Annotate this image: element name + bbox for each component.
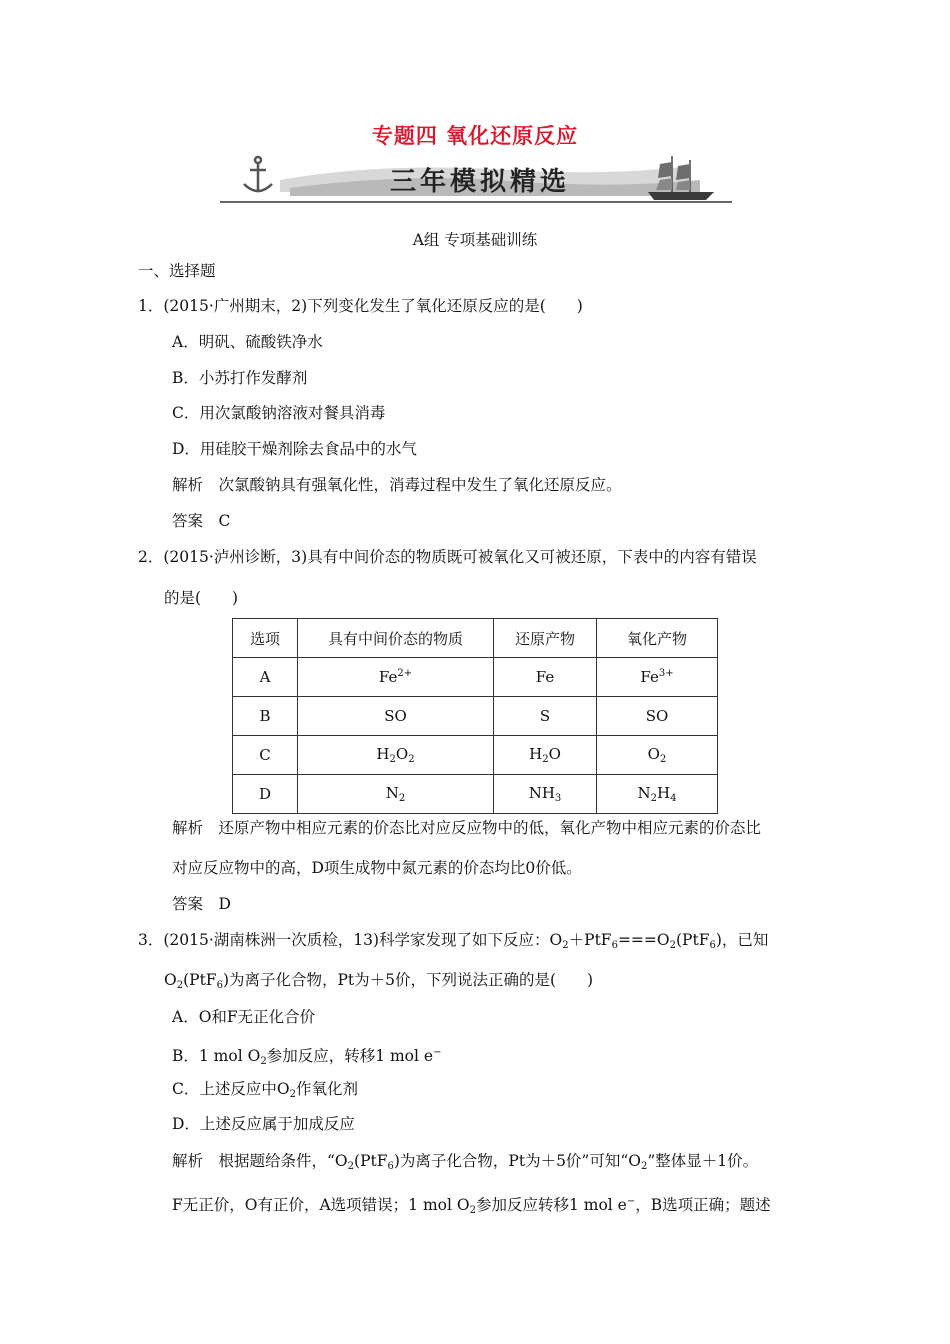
table-header: 选项 — [233, 619, 298, 658]
table-cell: B — [233, 697, 298, 736]
q1-option-c: C．用次氯酸钠溶液对餐具消毒 — [172, 404, 386, 422]
table-header: 还原产物 — [494, 619, 597, 658]
q2-analysis-line1: 解析 还原产物中相应元素的价态比对应反应物中的低，氧化产物中相应元素的价态比 — [172, 819, 762, 837]
q3-stem-line1: 3．(2015·湖南株洲一次质检，13)科学家发现了如下反应：$O_2+PtF_6===O_2(PtF_6)$，已知 — [138, 931, 769, 951]
table-row — [233, 736, 718, 775]
table-cell: $N_2$ — [298, 775, 494, 814]
table-cell: S — [494, 697, 597, 736]
table-cell: A — [233, 658, 298, 697]
table-header: 具有中间价态的物质 — [298, 619, 494, 658]
table-cell: $H_2O$ — [494, 736, 597, 775]
table-cell: $N_2H_4$ — [597, 775, 718, 814]
table-cell: Fe — [494, 658, 597, 697]
table-row — [233, 658, 718, 697]
table-row — [233, 775, 718, 814]
q2-table — [232, 618, 718, 814]
banner-text: 三年模拟精选 — [389, 167, 571, 197]
q1-option-b: B．小苏打作发酵剂 — [172, 369, 308, 387]
q1-answer: 答案 C — [172, 512, 231, 530]
table-cell: C — [233, 736, 298, 775]
table-cell: $O_2$ — [597, 736, 718, 775]
q2-answer: 答案 D — [172, 895, 231, 913]
table-cell: $NH_3$ — [494, 775, 597, 814]
table-cell: D — [233, 775, 298, 814]
anchor-icon — [244, 157, 272, 192]
q1-option-d: D．用硅胶干燥剂除去食品中的水气 — [172, 440, 417, 458]
table-row — [233, 697, 718, 736]
table-header-row — [233, 619, 718, 658]
q3-analysis-line2: F无正价，O有正价，A选项错误；1 mol $O_2$参加反应转移1 mol e−，B选项正确；题述 — [172, 1196, 771, 1216]
table-header: 氧化产物 — [597, 619, 718, 658]
section-heading: 一、选择题 — [138, 262, 216, 280]
table-cell: $Fe^{2+}$ — [298, 658, 494, 697]
group-heading: A组 专项基础训练 — [412, 231, 538, 249]
table-cell: $Fe^{3+}$ — [597, 658, 718, 697]
q3-stem-line2: $O_2(PtF_6)$为离子化合物，Pt为＋5价，下列说法正确的是( ) — [164, 971, 594, 991]
q1-option-a: A．明矾、硫酸铁净水 — [172, 333, 323, 351]
section-banner — [220, 152, 732, 204]
q3-option-d: D．上述反应属于加成反应 — [172, 1115, 355, 1133]
q3-option-c: C．上述反应中$O_2$作氧化剂 — [172, 1080, 358, 1100]
q3-option-b: B．1 mol $O_2$参加反应，转移1 mol e− — [172, 1047, 442, 1067]
q3-option-a: A．O和F无正化合价 — [172, 1008, 316, 1026]
q2-stem-line2: 的是( ) — [164, 589, 239, 607]
q1-analysis: 解析 次氯酸钠具有强氧化性，消毒过程中发生了氧化还原反应。 — [172, 476, 622, 494]
q2-analysis-line2: 对应反应物中的高，D项生成物中氮元素的价态均比0价低。 — [172, 859, 582, 877]
table-cell: SO — [298, 697, 494, 736]
table-cell: SO — [597, 697, 718, 736]
table-cell: $H_2O_2$ — [298, 736, 494, 775]
page-title: 专题四 氧化还原反应 — [371, 124, 579, 148]
q3-analysis-line1: 解析 根据题给条件，“$O_2(PtF_6)$为离子化合物，Pt为＋5价”可知“$O_2$”整体显＋1价。 — [172, 1152, 759, 1172]
q2-stem-line1: 2．(2015·泸州诊断，3)具有中间价态的物质既可被氧化又可被还原，下表中的内容有错误 — [138, 548, 757, 566]
q1-stem: 1．(2015·广州期末，2)下列变化发生了氧化还原反应的是( ) — [138, 297, 583, 315]
